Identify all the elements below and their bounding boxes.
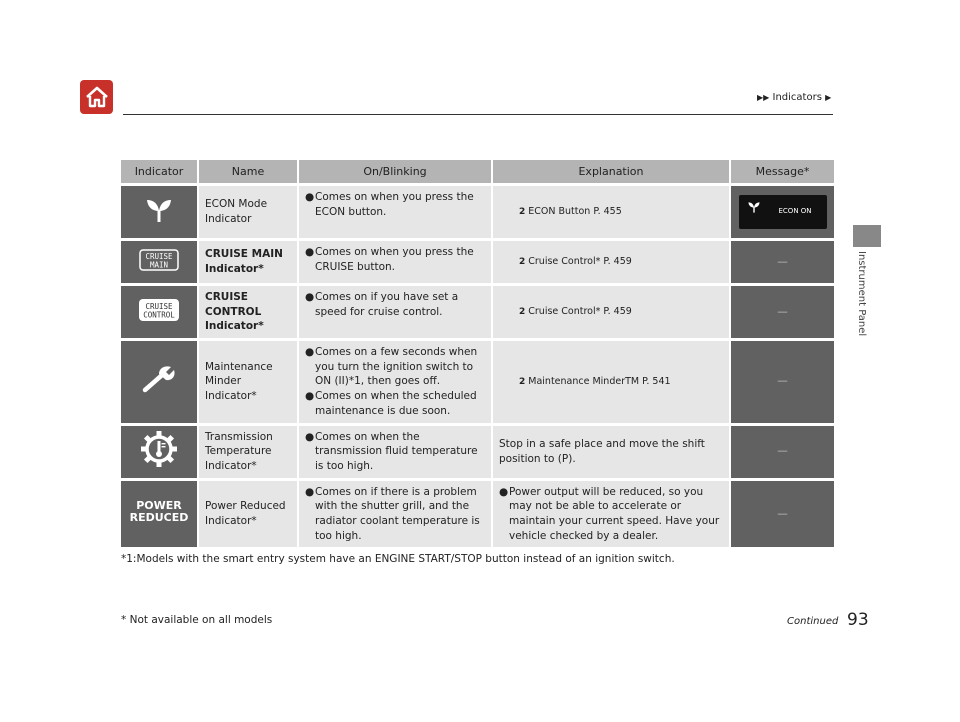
bullet-item: ● Comes on when you press the ECON button. xyxy=(305,191,474,218)
table-row xyxy=(121,426,834,478)
indicator-cell xyxy=(121,286,197,338)
svg-text:POWERREDUCED: POWER REDUCED xyxy=(129,498,189,524)
indicator-cell xyxy=(121,341,197,422)
econ-message-text: ECON ON xyxy=(778,207,812,215)
page-reference-link[interactable]: 2 Cruise Control* P. 459 xyxy=(519,256,632,268)
indicator-name: Power Reduced Indicator* xyxy=(197,481,297,548)
breadcrumb-label: Indicators xyxy=(772,92,822,103)
page-reference-link[interactable]: 2 ECON Button P. 455 xyxy=(519,206,622,218)
reference-arrow-icon: 2 xyxy=(519,207,526,218)
page-reference-link[interactable]: 2 Cruise Control* P. 459 xyxy=(519,306,632,318)
power-reduced-icon xyxy=(129,495,189,529)
econ-on-message-display xyxy=(739,195,827,229)
indicator-name: Transmission Temperature Indicator* xyxy=(197,426,297,478)
top-divider xyxy=(123,114,833,115)
on-blinking-cell xyxy=(297,481,491,548)
bullet-item: ● Comes on a few seconds when you turn the ignition switch to ON (II)*1, then goes off. xyxy=(305,346,478,388)
indicator-name: Maintenance Minder Indicator* xyxy=(197,341,297,422)
indicator-table xyxy=(121,157,834,550)
econ-leaf-icon xyxy=(747,200,761,214)
on-blinking-cell xyxy=(297,241,491,283)
on-blinking-cell xyxy=(297,186,491,238)
bullet-item: ● Comes on when you press the CRUISE button. xyxy=(305,246,474,273)
message-cell xyxy=(729,186,834,238)
svg-text:CRUISECONTROL: CRUISE CONTROL xyxy=(143,301,175,320)
header-on-blinking: On/Blinking xyxy=(297,160,491,183)
on-blinking-cell xyxy=(297,341,491,422)
table-row xyxy=(121,341,834,422)
transmission-temp-icon xyxy=(140,430,178,468)
side-section-label: Instrument Panel xyxy=(856,251,867,337)
explanation-cell xyxy=(491,241,729,283)
bullet-item: ● Comes on if there is a problem with the shutter grill, and the radiator coolant temperature is too high. xyxy=(305,485,480,542)
header-indicator: Indicator xyxy=(121,160,197,183)
explanation-cell xyxy=(491,186,729,238)
message-cell: — xyxy=(729,341,834,422)
indicator-cell xyxy=(121,481,197,548)
breadcrumb[interactable] xyxy=(757,92,831,103)
table-row xyxy=(121,286,834,338)
home-button[interactable] xyxy=(80,80,113,114)
footnote-availability: * Not available on all models xyxy=(121,614,273,626)
reference-arrow-icon: 2 xyxy=(519,307,526,318)
indicator-name: ECON Mode Indicator xyxy=(197,186,297,238)
footnote-smart-entry: *1:Models with the smart entry system have an ENGINE START/STOP button instead of an ignition switch. xyxy=(121,553,675,565)
table-row xyxy=(121,186,834,238)
explanation-cell xyxy=(491,341,729,422)
svg-text:CRUISEMAIN: CRUISE MAIN xyxy=(145,251,173,270)
indicator-cell xyxy=(121,186,197,238)
header-explanation: Explanation xyxy=(491,160,729,183)
reference-arrow-icon: 2 xyxy=(519,257,526,268)
cruise-main-icon xyxy=(139,249,179,271)
explanation-cell xyxy=(491,286,729,338)
chevron-right-icon: ▶ xyxy=(825,93,832,102)
page-number: 93 xyxy=(847,610,869,630)
chevron-right-icon: ▶▶ xyxy=(757,93,770,102)
header-message: Message* xyxy=(729,160,834,183)
reference-arrow-icon: 2 xyxy=(519,376,526,387)
bullet-item: ● Comes on when the scheduled maintenance is due soon. xyxy=(305,390,477,417)
wrench-icon xyxy=(141,364,177,394)
message-cell: — xyxy=(729,241,834,283)
indicator-cell xyxy=(121,426,197,478)
indicator-cell xyxy=(121,241,197,283)
explanation-cell: Stop in a safe place and move the shift position to (P). xyxy=(491,426,729,478)
explanation-cell xyxy=(491,481,729,548)
home-icon xyxy=(85,86,109,108)
table-row xyxy=(121,481,834,548)
continued-label: Continued xyxy=(787,616,839,627)
header-name: Name xyxy=(197,160,297,183)
bullet-item: ● Power output will be reduced, so you may not be able to accelerate or maintain your current speed. Have your vehicle checked by a dealer. xyxy=(499,485,720,542)
on-blinking-cell xyxy=(297,286,491,338)
indicator-name: CRUISE CONTROL Indicator* xyxy=(197,286,297,338)
indicator-name: CRUISE MAIN Indicator* xyxy=(197,241,297,283)
bullet-item: ● Comes on when the transmission fluid temperature is too high. xyxy=(305,430,478,472)
table-header-row xyxy=(121,160,834,183)
message-cell: — xyxy=(729,286,834,338)
bullet-item: ● Comes on if you have set a speed for cruise control. xyxy=(305,291,459,318)
message-cell: — xyxy=(729,426,834,478)
table-row xyxy=(121,241,834,283)
econ-leaf-icon xyxy=(144,197,174,223)
message-cell: — xyxy=(729,481,834,548)
cruise-control-icon xyxy=(138,298,180,322)
on-blinking-cell xyxy=(297,426,491,478)
side-tab[interactable] xyxy=(853,225,881,247)
page-reference-link[interactable]: 2 Maintenance MinderTM P. 541 xyxy=(519,375,671,387)
